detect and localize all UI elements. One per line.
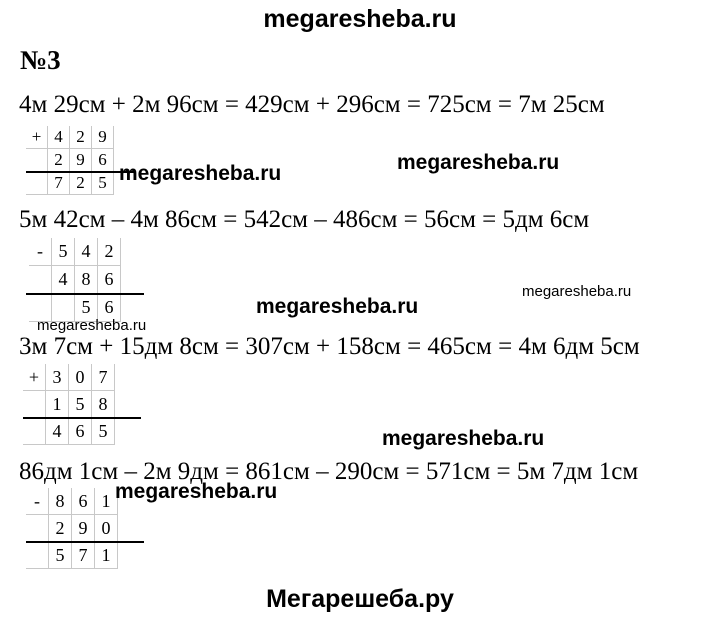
equation-4: 86дм 1см – 2м 9дм = 861см – 290см = 571см = 5м 7дм 1см [19,458,639,485]
grid-cell: 8 [92,391,115,418]
column-calc-3 [23,364,115,445]
grid-cell [23,391,46,418]
grid-cell: 2 [49,515,72,542]
grid-cell: 1 [95,542,118,569]
grid-cell: 6 [92,149,114,172]
watermark-top: megaresheba.ru [263,5,457,33]
watermark: megaresheba.ru [115,480,278,503]
grid-cell: 6 [98,294,121,322]
grid-cell: + [23,364,46,391]
grid-cell: 0 [69,364,92,391]
problem-number: №3 [20,45,61,75]
grid-cell [29,266,52,294]
grid-cell: 4 [75,238,98,266]
grid-cell: 1 [46,391,69,418]
grid-cell [26,542,49,569]
equation-2: 5м 42см – 4м 86см = 542см – 486см = 56см = 5дм 6см [19,206,590,233]
grid-cell [23,418,46,445]
grid-cell: 9 [92,126,114,149]
watermark-small: megaresheba.ru [522,283,632,300]
grid-cell [26,515,49,542]
grid-cell: 2 [70,172,92,195]
grid-cell: 2 [48,149,70,172]
grid-cell [26,149,48,172]
column-calc-1 [26,126,114,195]
sum-line [23,417,141,419]
equation-3: 3м 7см + 15дм 8см = 307см + 158см = 465см = 4м 6дм 5см [19,333,640,360]
grid-cell [26,172,48,195]
grid-cell: 2 [70,126,92,149]
grid-cell: 3 [46,364,69,391]
column-calc-4 [26,488,118,569]
equation-1: 4м 29см + 2м 96см = 429см + 296см = 725см = 7м 25см [19,91,605,118]
grid-cell: 5 [92,172,114,195]
watermark: megaresheba.ru [382,427,545,450]
grid-cell: 5 [52,238,75,266]
column-calc-2 [29,238,121,322]
grid-cell: 0 [95,515,118,542]
grid-cell: 5 [49,542,72,569]
grid-cell: 9 [72,515,95,542]
grid-cell: 8 [49,488,72,515]
difference-line [26,541,144,543]
grid-cell: 5 [69,391,92,418]
watermark: megaresheba.ru [397,151,560,174]
grid-cell: 9 [70,149,92,172]
grid-cell: 6 [69,418,92,445]
grid-cell: - [29,238,52,266]
grid-cell: 7 [48,172,70,195]
grid-cell: 6 [72,488,95,515]
grid-cell: 4 [48,126,70,149]
watermark: megaresheba.ru [256,295,419,318]
grid-cell: 1 [95,488,118,515]
watermark: megaresheba.ru [119,162,282,185]
grid-cell: 7 [92,364,115,391]
grid-cell: 2 [98,238,121,266]
watermark-small: megaresheba.ru [37,317,147,334]
grid-cell: + [26,126,48,149]
grid-cell: 4 [52,266,75,294]
grid-cell: - [26,488,49,515]
grid-cell: 6 [98,266,121,294]
grid-cell: 5 [92,418,115,445]
watermark-bottom: Мегарешеба.ру [266,585,454,613]
grid-cell: 8 [75,266,98,294]
grid-cell: 7 [72,542,95,569]
grid-cell: 5 [75,294,98,322]
difference-line [26,293,144,295]
grid-cell: 4 [46,418,69,445]
